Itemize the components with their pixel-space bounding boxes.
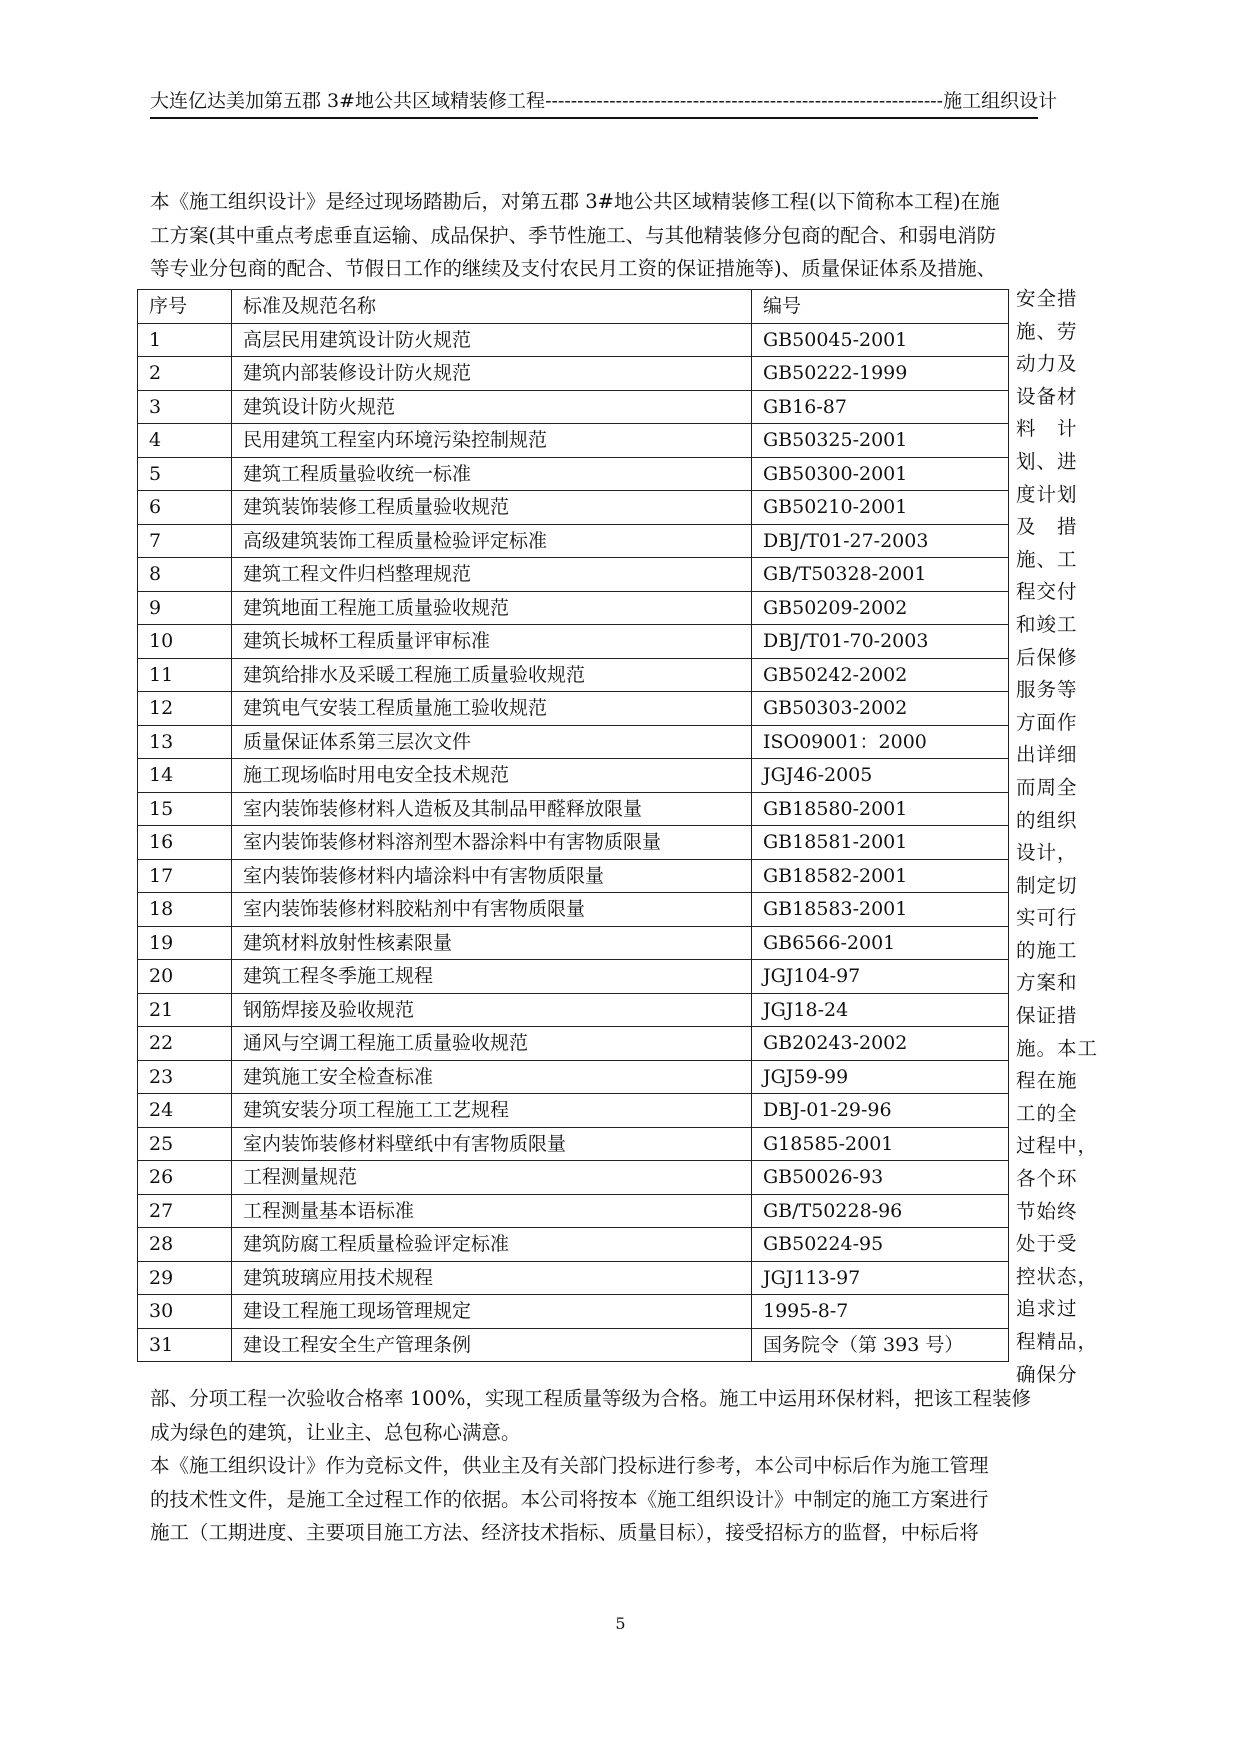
side-line: 程交付: [1016, 580, 1078, 604]
cell-no: 2: [138, 357, 232, 391]
side-line: 方面作: [1016, 710, 1078, 734]
side-line: 度计划: [1016, 482, 1078, 506]
cell-name: 建筑工程文件归档整理规范: [232, 558, 752, 592]
cell-name: 钢筋焊接及验收规范: [232, 993, 752, 1027]
cell-name: 建筑长城杯工程质量评审标准: [232, 625, 752, 659]
table-row: [138, 993, 1009, 1027]
side-line: 程精品，: [1016, 1330, 1099, 1353]
cell-code: 国务院令（第 393 号）: [752, 1328, 1009, 1362]
cell-code: GB50300-2001: [752, 457, 1009, 491]
cell-code: GB50222-1999: [752, 357, 1009, 391]
intro-paragraph: [150, 185, 1090, 286]
table-row: [138, 390, 1009, 424]
table-row: [138, 926, 1009, 960]
cell-code: JGJ18-24: [752, 993, 1009, 1027]
side-line: 各个环: [1016, 1167, 1078, 1191]
cell-code: GB18582-2001: [752, 859, 1009, 893]
cell-code: GB50045-2001: [752, 323, 1009, 357]
side-line: 出详细: [1016, 743, 1078, 767]
cell-no: 28: [138, 1228, 232, 1262]
side-line: 程在施: [1016, 1069, 1078, 1093]
cell-no: 13: [138, 725, 232, 759]
side-line: 追求过: [1016, 1297, 1078, 1321]
table-row: [138, 658, 1009, 692]
table-row: [138, 960, 1009, 994]
cell-name: 民用建筑工程室内环境污染控制规范: [232, 424, 752, 458]
cell-no: 11: [138, 658, 232, 692]
cell-no: 3: [138, 390, 232, 424]
cell-code: GB18583-2001: [752, 893, 1009, 927]
side-line: 控状态，: [1016, 1264, 1099, 1288]
cell-no: 7: [138, 524, 232, 558]
side-line: 动力及: [1016, 352, 1078, 376]
cell-no: 23: [138, 1060, 232, 1094]
cell-code: DBJ/T01-70-2003: [752, 625, 1009, 659]
side-line: 制定切: [1016, 873, 1078, 897]
cell-code: GB50210-2001: [752, 491, 1009, 525]
side-line: 方案和: [1016, 971, 1078, 995]
table-row: [138, 1228, 1009, 1262]
cell-code: JGJ104-97: [752, 960, 1009, 994]
header-cell-no: 序号: [138, 290, 232, 324]
table-row: [138, 457, 1009, 491]
side-line: 划、进: [1016, 449, 1078, 473]
table-row: [138, 625, 1009, 659]
cell-code: GB/T50228-96: [752, 1194, 1009, 1228]
cell-name: 高层民用建筑设计防火规范: [232, 323, 752, 357]
table-row: [138, 792, 1009, 826]
cell-name: 建筑装饰装修工程质量验收规范: [232, 491, 752, 525]
cell-no: 20: [138, 960, 232, 994]
side-line: 施、劳: [1016, 319, 1078, 343]
table-row: [138, 692, 1009, 726]
side-line: 设备材: [1016, 384, 1078, 408]
cell-code: JGJ113-97: [752, 1261, 1009, 1295]
cell-no: 12: [138, 692, 232, 726]
standards-table: [137, 289, 1009, 1362]
closing-line: 本《施工组织设计》作为竞标文件，供业主及有关部门投标进行参考，本公司中标后作为施工管理: [150, 1454, 989, 1477]
intro-line: 等专业分包商的配合、节假日工作的继续及支付农民月工资的保证措施等)、质量保证体系及措施、: [150, 257, 997, 280]
cell-code: DBJ/T01-27-2003: [752, 524, 1009, 558]
side-line: 保证措: [1016, 1004, 1078, 1028]
closing-line: 的技术性文件，是施工全过程工作的依据。本公司将按本《施工组织设计》中制定的施工方案进行: [150, 1487, 989, 1511]
header-doc-title: 施工组织设计: [943, 90, 1058, 112]
table-row: [138, 424, 1009, 458]
side-line: 节始终: [1016, 1199, 1078, 1223]
cell-name: 高级建筑装饰工程质量检验评定标准: [232, 524, 752, 558]
table-row: [138, 1261, 1009, 1295]
side-column-text: [1016, 283, 1099, 1391]
closing-line: 施工（工期进度、主要项目施工方法、经济技术指标、质量目标），接受招标方的监督，中标后将: [150, 1521, 979, 1544]
side-line: 安全措: [1016, 287, 1078, 310]
cell-no: 16: [138, 826, 232, 860]
cell-no: 21: [138, 993, 232, 1027]
closing-line: 部、分项工程一次验收合格率 100%，实现工程质量等级为合格。施工中运用环保材料，把该工程装修: [150, 1387, 1031, 1410]
cell-name: 建筑内部装修设计防火规范: [232, 357, 752, 391]
cell-code: GB18580-2001: [752, 792, 1009, 826]
header-project-title: 大连亿达美加第五郡 3#地公共区域精装修工程: [150, 90, 546, 112]
cell-name: 建设工程安全生产管理条例: [232, 1328, 752, 1362]
side-line: 施。本工: [1016, 1036, 1099, 1060]
cell-code: 1995-8-7: [752, 1295, 1009, 1329]
intro-line: 工方案(其中重点考虑垂直运输、成品保护、季节性施工、与其他精装修分包商的配合、和弱电消防: [150, 223, 997, 247]
cell-no: 22: [138, 1027, 232, 1061]
side-line: 施、工: [1016, 547, 1078, 571]
cell-no: 24: [138, 1094, 232, 1128]
cell-code: ISO09001：2000: [752, 725, 1009, 759]
cell-no: 5: [138, 457, 232, 491]
page-number: 5: [615, 1614, 626, 1633]
cell-name: 建筑玻璃应用技术规程: [232, 1261, 752, 1295]
cell-code: GB50303-2002: [752, 692, 1009, 726]
cell-name: 建筑安装分项工程施工工艺规程: [232, 1094, 752, 1128]
side-line: 过程中，: [1016, 1134, 1099, 1158]
cell-no: 31: [138, 1328, 232, 1362]
cell-name: 室内装饰装修材料溶剂型木器涂料中有害物质限量: [232, 826, 752, 860]
cell-name: 建筑设计防火规范: [232, 390, 752, 424]
table-row: [138, 826, 1009, 860]
cell-no: 26: [138, 1161, 232, 1195]
side-line: 处于受: [1016, 1232, 1078, 1256]
table-row: [138, 591, 1009, 625]
table-header-row: [138, 290, 1009, 324]
table-row: [138, 1027, 1009, 1061]
cell-no: 19: [138, 926, 232, 960]
cell-no: 8: [138, 558, 232, 592]
standards-table-body: [138, 290, 1009, 1362]
running-header: [150, 88, 1058, 114]
table-row: [138, 1060, 1009, 1094]
side-line: 设计，: [1016, 841, 1078, 865]
cell-name: 建筑地面工程施工质量验收规范: [232, 591, 752, 625]
cell-code: GB50325-2001: [752, 424, 1009, 458]
cell-name: 通风与空调工程施工质量验收规范: [232, 1027, 752, 1061]
cell-code: G18585-2001: [752, 1127, 1009, 1161]
cell-name: 建筑施工安全检查标准: [232, 1060, 752, 1094]
table-row: [138, 859, 1009, 893]
side-line: 工的全: [1016, 1101, 1078, 1125]
table-row: [138, 1161, 1009, 1195]
header-dash-leader: --------------------------------------------------------------: [545, 90, 944, 112]
side-line: 后保修: [1016, 645, 1078, 669]
side-line: 的组织: [1016, 808, 1078, 832]
side-line: 而周全: [1016, 775, 1078, 799]
cell-no: 6: [138, 491, 232, 525]
cell-code: DBJ-01-29-96: [752, 1094, 1009, 1128]
cell-no: 15: [138, 792, 232, 826]
cell-code: GB18581-2001: [752, 826, 1009, 860]
table-row: [138, 893, 1009, 927]
cell-code: GB50224-95: [752, 1228, 1009, 1262]
table-row: [138, 558, 1009, 592]
cell-name: 建设工程施工现场管理规定: [232, 1295, 752, 1329]
cell-name: 施工现场临时用电安全技术规范: [232, 759, 752, 793]
closing-line: 成为绿色的建筑，让业主、总包称心满意。: [150, 1420, 521, 1444]
table-row: [138, 357, 1009, 391]
header-rule: [150, 117, 1038, 119]
side-line: 和竣工: [1016, 612, 1078, 636]
cell-no: 27: [138, 1194, 232, 1228]
table-row: [138, 323, 1009, 357]
cell-code: GB50209-2002: [752, 591, 1009, 625]
cell-name: 建筑给排水及采暖工程施工质量验收规范: [232, 658, 752, 692]
cell-no: 10: [138, 625, 232, 659]
cell-code: GB6566-2001: [752, 926, 1009, 960]
cell-code: GB16-87: [752, 390, 1009, 424]
cell-code: JGJ46-2005: [752, 759, 1009, 793]
side-line: 及 措: [1016, 515, 1078, 539]
side-line: 实可行: [1016, 906, 1078, 930]
cell-code: GB/T50328-2001: [752, 558, 1009, 592]
cell-no: 1: [138, 323, 232, 357]
cell-no: 18: [138, 893, 232, 927]
cell-code: JGJ59-99: [752, 1060, 1009, 1094]
side-line: 的施工: [1016, 938, 1078, 962]
cell-name: 建筑电气安装工程质量施工验收规范: [232, 692, 752, 726]
header-cell-name: 标准及规范名称: [232, 290, 752, 324]
cell-name: 建筑防腐工程质量检验评定标准: [232, 1228, 752, 1262]
cell-no: 29: [138, 1261, 232, 1295]
cell-no: 30: [138, 1295, 232, 1329]
side-line: 服务等: [1016, 678, 1078, 702]
table-row: [138, 759, 1009, 793]
cell-name: 室内装饰装修材料内墙涂料中有害物质限量: [232, 859, 752, 893]
closing-paragraphs: [150, 1382, 1090, 1550]
cell-name: 质量保证体系第三层次文件: [232, 725, 752, 759]
cell-name: 工程测量基本语标准: [232, 1194, 752, 1228]
intro-line: 本《施工组织设计》是经过现场踏勘后，对第五郡 3#地公共区域精装修工程(以下简称本工程)在施: [150, 190, 1000, 213]
table-row: [138, 1094, 1009, 1128]
side-line: 料 计: [1016, 417, 1078, 441]
cell-no: 14: [138, 759, 232, 793]
cell-no: 4: [138, 424, 232, 458]
table-row: [138, 725, 1009, 759]
table-row: [138, 1127, 1009, 1161]
cell-name: 建筑工程质量验收统一标准: [232, 457, 752, 491]
cell-code: GB50026-93: [752, 1161, 1009, 1195]
cell-name: 建筑工程冬季施工规程: [232, 960, 752, 994]
cell-name: 室内装饰装修材料人造板及其制品甲醛释放限量: [232, 792, 752, 826]
cell-name: 室内装饰装修材料壁纸中有害物质限量: [232, 1127, 752, 1161]
table-row: [138, 1194, 1009, 1228]
table-row: [138, 1295, 1009, 1329]
cell-no: 9: [138, 591, 232, 625]
cell-code: GB50242-2002: [752, 658, 1009, 692]
table-row: [138, 491, 1009, 525]
cell-name: 工程测量规范: [232, 1161, 752, 1195]
cell-no: 17: [138, 859, 232, 893]
cell-name: 室内装饰装修材料胶粘剂中有害物质限量: [232, 893, 752, 927]
cell-name: 建筑材料放射性核素限量: [232, 926, 752, 960]
cell-code: GB20243-2002: [752, 1027, 1009, 1061]
side-line: 确保分: [1016, 1362, 1078, 1386]
header-cell-code: 编号: [752, 290, 1009, 324]
cell-no: 25: [138, 1127, 232, 1161]
table-row: [138, 1328, 1009, 1362]
table-row: [138, 524, 1009, 558]
